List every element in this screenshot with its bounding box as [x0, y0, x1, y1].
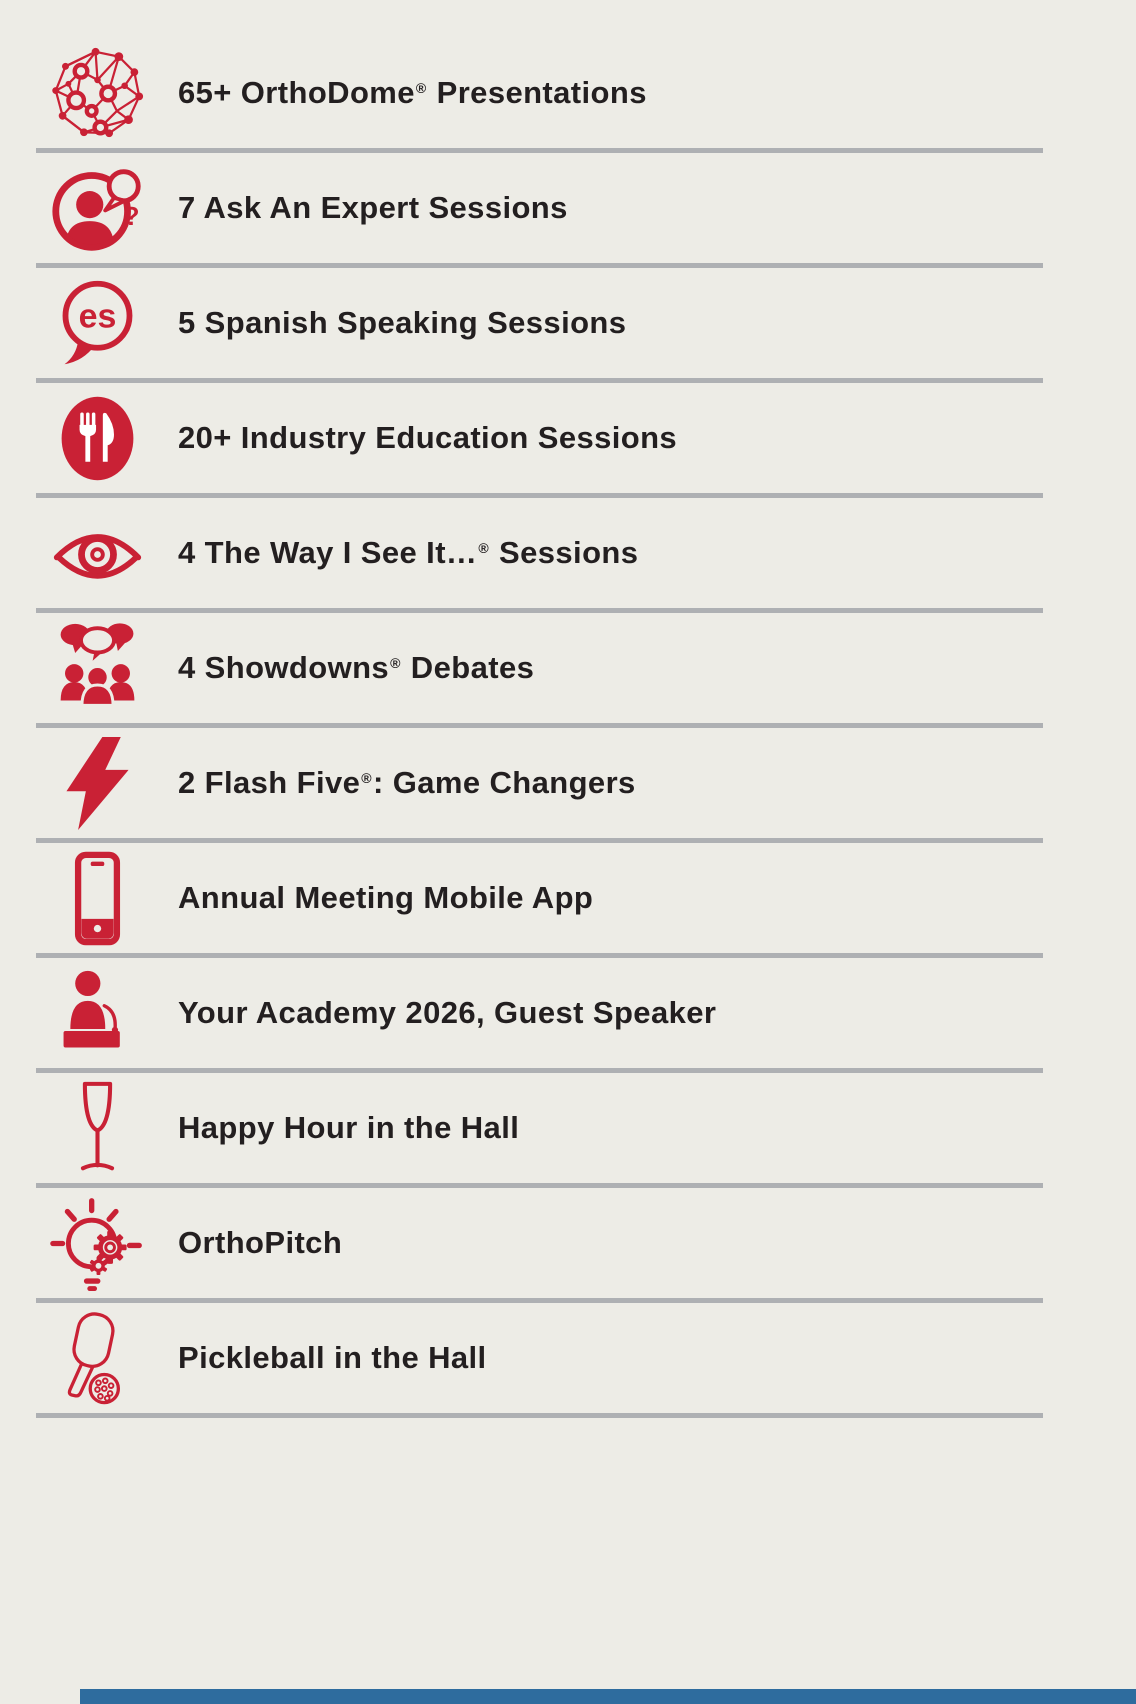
champagne-glass-icon — [44, 1080, 150, 1177]
list-item-label: 4 The Way I See It…® Sessions — [178, 535, 639, 570]
podium-speaker-icon — [44, 965, 150, 1062]
list-item-label: 5 Spanish Speaking Sessions — [178, 305, 627, 340]
list-item-label: 20+ Industry Education Sessions — [178, 420, 678, 455]
list-item-mobile-app — [0, 843, 1136, 953]
list-item-flash-five — [0, 728, 1136, 838]
people-debate-icon — [44, 620, 150, 717]
list-item-label: Pickleball in the Hall — [178, 1340, 487, 1375]
pickleball-paddle-icon — [44, 1310, 150, 1407]
lightning-bolt-icon — [44, 735, 150, 832]
list-item-label: 4 Showdowns® Debates — [178, 650, 535, 685]
list-item-guest-speaker — [0, 958, 1136, 1068]
list-item-industry-education — [0, 383, 1136, 493]
footer-accent-bar — [80, 1689, 1136, 1704]
list-item-label: 65+ OrthoDome® Presentations — [178, 75, 647, 110]
svg-text:es: es — [78, 296, 116, 335]
svg-text:?: ? — [122, 200, 139, 231]
lightbulb-gear-icon — [44, 1195, 150, 1292]
list-item-label: 2 Flash Five®: Game Changers — [178, 765, 636, 800]
list-item-spanish-sessions — [0, 268, 1136, 378]
list-item-showdowns-debates — [0, 613, 1136, 723]
smartphone-icon — [44, 850, 150, 947]
person-question-bubble-icon — [44, 160, 150, 257]
list-item-label: Your Academy 2026, Guest Speaker — [178, 995, 717, 1030]
list-item-label: Happy Hour in the Hall — [178, 1110, 520, 1145]
network-globe-icon — [44, 45, 150, 142]
list-item-way-i-see-it — [0, 498, 1136, 608]
list-item-label: 7 Ask An Expert Sessions — [178, 190, 568, 225]
list-item-happy-hour — [0, 1073, 1136, 1183]
eye-icon — [44, 505, 150, 602]
list-item-orthopitch — [0, 1188, 1136, 1298]
fork-knife-icon — [44, 390, 150, 487]
list-item-label: Annual Meeting Mobile App — [178, 880, 594, 915]
es-speech-bubble-icon — [44, 275, 150, 372]
list-item-label: OrthoPitch — [178, 1225, 343, 1260]
list-item-orthodome-presentations — [0, 38, 1136, 148]
list-item-pickleball — [0, 1303, 1136, 1413]
divider — [36, 1413, 1043, 1418]
list-item-ask-an-expert — [0, 153, 1136, 263]
